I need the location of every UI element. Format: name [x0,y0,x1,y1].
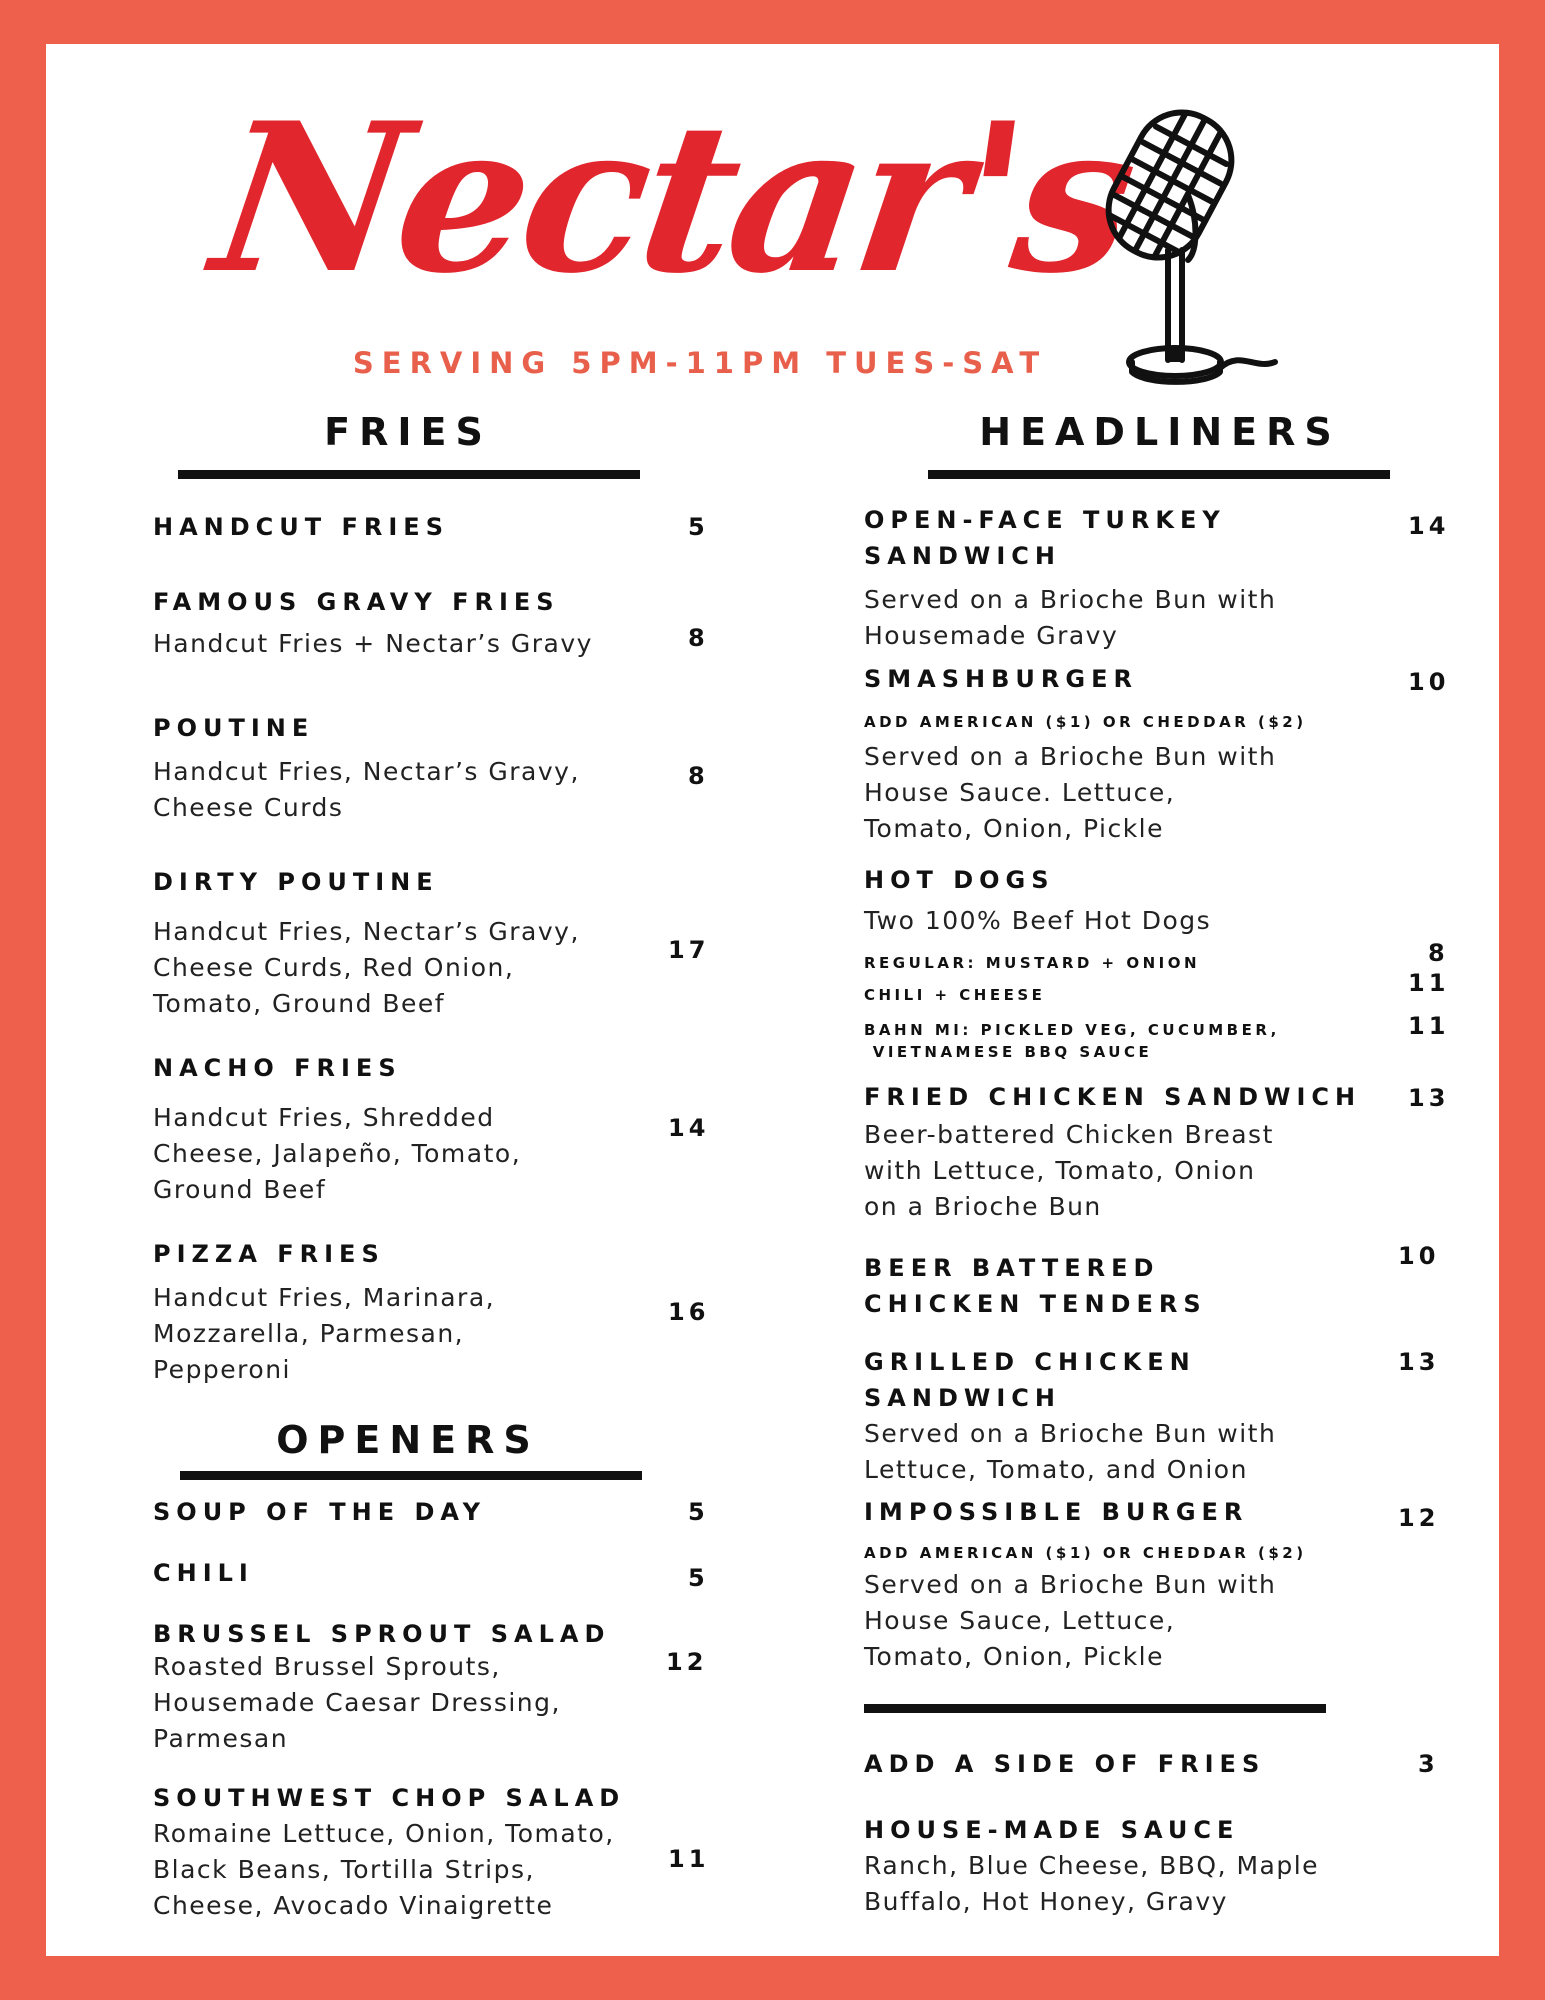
menu-item-desc: Handcut Fries + Nectar’s Gravy [153,629,593,658]
menu-item-name: OPEN-FACE TURKEY [864,506,1226,534]
fries-section-title: FRIES [324,410,492,454]
hot-dog-option-line2: VIETNAMESE BBQ SAUCE [864,1043,1153,1061]
menu-item-desc: Cheese, Jalapeño, Tomato, [153,1139,522,1168]
menu-item-name: CHILI [153,1559,254,1587]
menu-item-name: HOUSE-MADE SAUCE [864,1816,1240,1844]
menu-item-desc: Served on a Brioche Bun with [864,742,1277,771]
menu-item-desc: Handcut Fries, Marinara, [153,1283,496,1312]
menu-item-price: 10 [1408,668,1450,696]
menu-item-name: SANDWICH [864,1384,1061,1412]
menu-item-name: PIZZA FRIES [153,1240,385,1268]
fries-divider [178,470,640,479]
menu-item-price: 10 [1398,1242,1440,1270]
menu-item-price: 3 [1418,1750,1439,1778]
menu-item-note: ADD AMERICAN ($1) OR CHEDDAR ($2) [864,1544,1307,1562]
menu-item-name: NACHO FRIES [153,1054,402,1082]
menu-item-desc: House Sauce, Lettuce, [864,1606,1176,1635]
menu-item-name: POUTINE [153,714,315,742]
openers-divider [180,1471,642,1480]
menu-item-desc: Handcut Fries, Nectar’s Gravy, [153,917,580,946]
menu-item-name: SMASHBURGER [864,665,1138,693]
menu-item-desc: Tomato, Onion, Pickle [864,1642,1165,1671]
menu-item-desc: Housemade Caesar Dressing, [153,1688,561,1717]
menu-item-name: IMPOSSIBLE BURGER [864,1498,1249,1526]
menu-item-desc: Served on a Brioche Bun with [864,1570,1277,1599]
menu-item-price: 17 [668,936,710,964]
menu-item-desc: Cheese, Avocado Vinaigrette [153,1891,554,1920]
openers-section-title: OPENERS [276,1418,540,1462]
menu-item-desc: Two 100% Beef Hot Dogs [864,906,1212,935]
sides-divider [864,1704,1326,1713]
menu-item-desc: Ground Beef [153,1175,327,1204]
menu-item-desc: Ranch, Blue Cheese, BBQ, Maple [864,1851,1320,1880]
menu-item-price: 14 [668,1114,710,1142]
menu-item-note: ADD AMERICAN ($1) OR CHEDDAR ($2) [864,713,1307,731]
menu-item-price: 14 [1408,512,1450,540]
menu-item-name: SANDWICH [864,542,1061,570]
menu-item-price: 5 [688,513,709,541]
menu-item-price: 5 [688,1498,709,1526]
menu-item-price: 13 [1408,1084,1450,1112]
menu-item-desc: on a Brioche Bun [864,1192,1102,1221]
menu-item-desc: Handcut Fries, Nectar’s Gravy, [153,757,580,786]
menu-item-desc: Cheese Curds, Red Onion, [153,953,515,982]
menu-item-name: BEER BATTERED [864,1254,1160,1282]
menu-item-price: 12 [666,1648,708,1676]
menu-item-name: GRILLED CHICKEN [864,1348,1196,1376]
hot-dog-option: REGULAR: MUSTARD + ONION [864,954,1201,972]
menu-item-desc: Parmesan [153,1724,289,1753]
menu-item-price: 16 [668,1298,710,1326]
menu-item-desc: Served on a Brioche Bun with [864,1419,1277,1448]
menu-item-desc: Housemade Gravy [864,621,1119,650]
menu-item-price: 8 [688,762,709,790]
menu-item-desc: Black Beans, Tortilla Strips, [153,1855,535,1884]
hours-subtitle: SERVING 5PM-11PM TUES-SAT [352,346,1048,380]
hot-dog-option-price: 11 [1408,969,1450,997]
hot-dog-option-price: 8 [1428,939,1449,967]
menu-item-desc: Mozzarella, Parmesan, [153,1319,465,1348]
menu-item-name: FAMOUS GRAVY FRIES [153,588,560,616]
hot-dog-option: CHILI + CHEESE [864,986,1046,1004]
menu-item-desc: Served on a Brioche Bun with [864,585,1277,614]
menu-item-desc: Buffalo, Hot Honey, Gravy [864,1887,1228,1916]
menu-item-name: CHICKEN TENDERS [864,1290,1207,1318]
menu-item-desc: Handcut Fries, Shredded [153,1103,495,1132]
menu-item-name: HOT DOGS [864,866,1055,894]
menu-item-desc: Tomato, Ground Beef [153,989,446,1018]
menu-item-name: HANDCUT FRIES [153,513,449,541]
hot-dog-option: BAHN MI: PICKLED VEG, CUCUMBER, [864,1021,1280,1039]
menu-item-price: 5 [688,1564,709,1592]
menu-item-name: SOUTHWEST CHOP SALAD [153,1784,626,1812]
menu-item-desc: Lettuce, Tomato, and Onion [864,1455,1248,1484]
menu-item-name: BRUSSEL SPROUT SALAD [153,1620,611,1648]
menu-item-price: 11 [668,1845,710,1873]
menu-item-name: DIRTY POUTINE [153,868,439,896]
menu-item-name: FRIED CHICKEN SANDWICH [864,1083,1362,1111]
menu-item-desc: Cheese Curds [153,793,344,822]
menu-item-desc: Roasted Brussel Sprouts, [153,1652,501,1681]
menu-item-desc: Tomato, Onion, Pickle [864,814,1165,843]
menu-item-desc: with Lettuce, Tomato, Onion [864,1156,1256,1185]
headliners-section-title: HEADLINERS [979,410,1341,454]
menu-item-desc: Pepperoni [153,1355,291,1384]
menu-item-price: 12 [1398,1504,1440,1532]
menu-item-name: SOUP OF THE DAY [153,1498,487,1526]
menu-item-price: 13 [1398,1348,1440,1376]
menu-item-desc: Romaine Lettuce, Onion, Tomato, [153,1819,615,1848]
headliners-divider [928,470,1390,479]
menu-item-desc: House Sauce. Lettuce, [864,778,1176,807]
menu-item-name: ADD A SIDE OF FRIES [864,1750,1266,1778]
menu-item-price: 8 [688,624,709,652]
nectars-logo [201,40,1144,340]
menu-item-desc: Beer-battered Chicken Breast [864,1120,1274,1149]
hot-dog-option-price: 11 [1408,1012,1450,1040]
logo-text: Nectar's [201,77,1144,319]
